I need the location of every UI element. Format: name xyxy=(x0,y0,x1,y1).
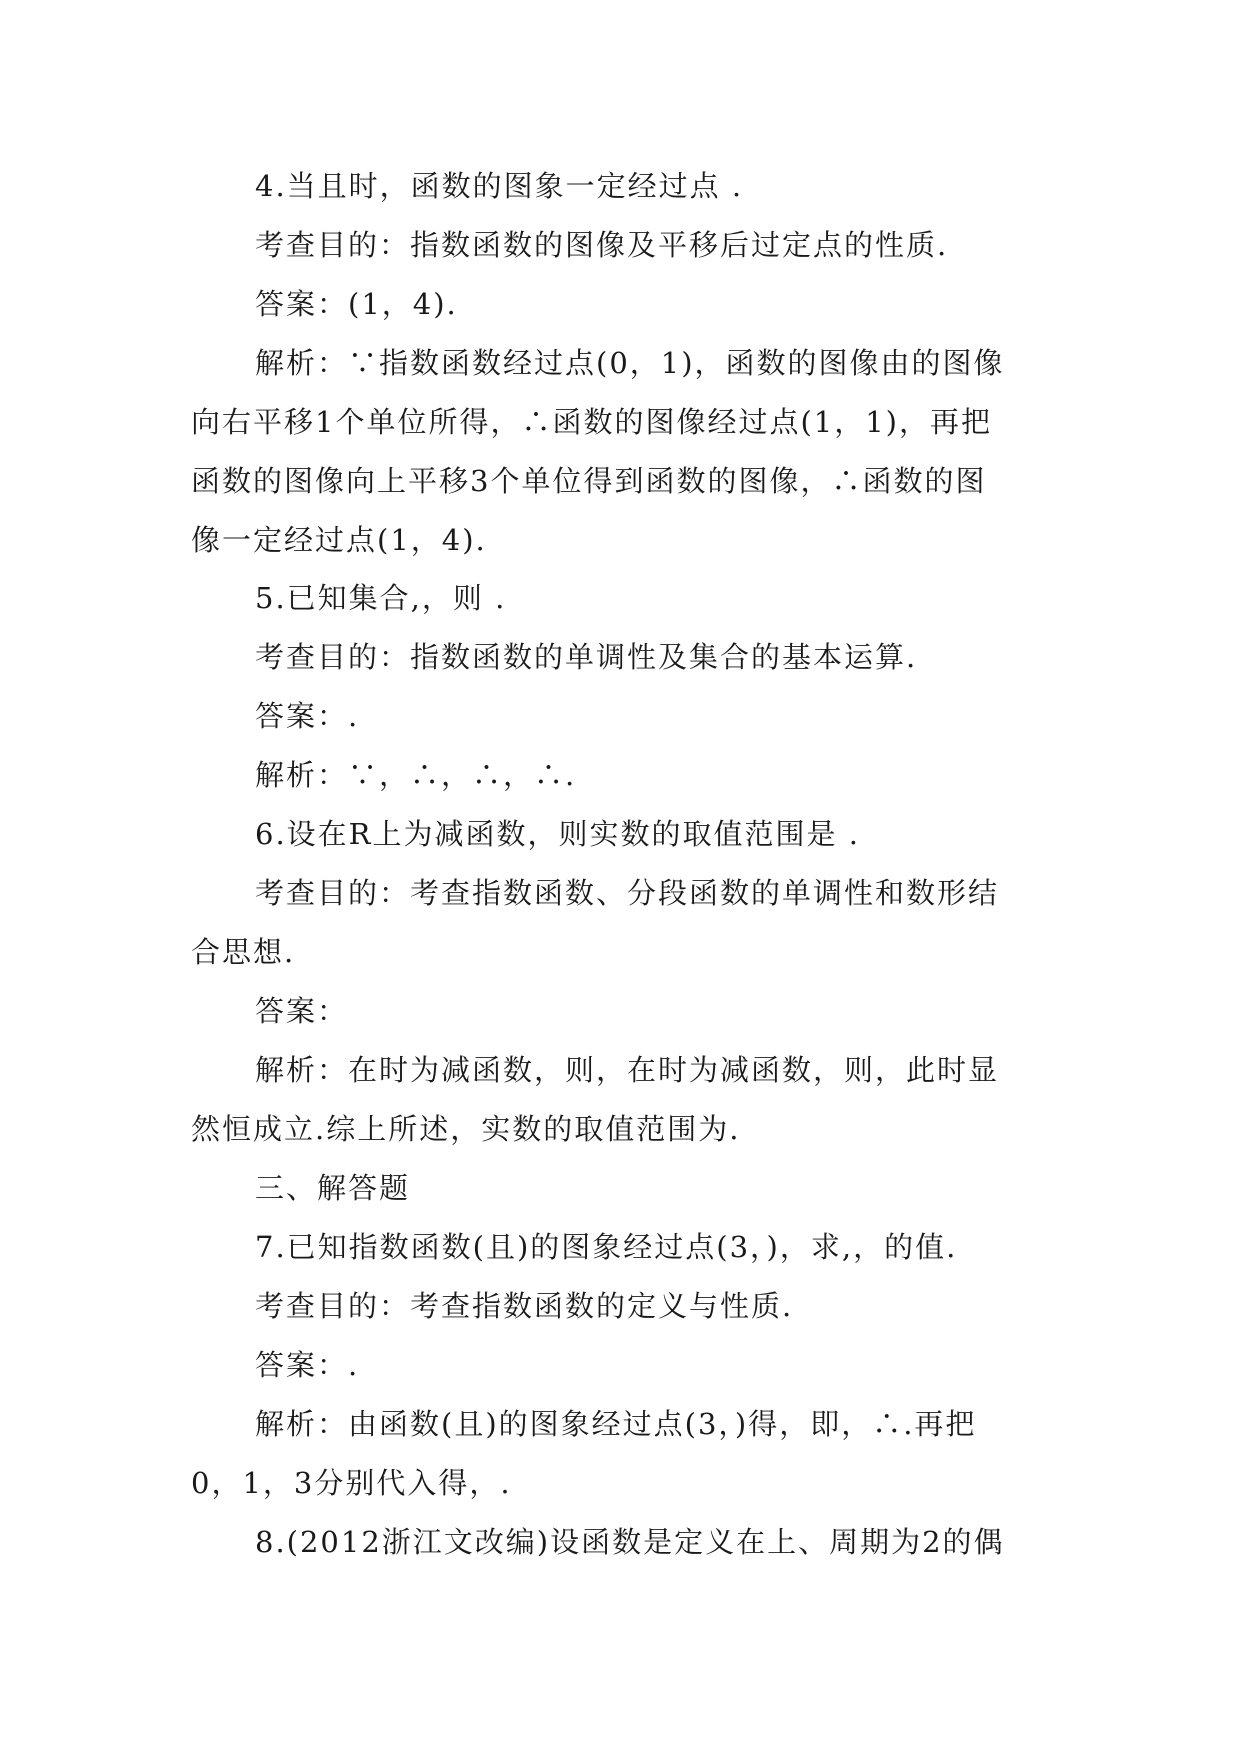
q5-answer: 答案：. xyxy=(255,699,360,733)
q5-analysis: 解析：∵，∴，∴，∴. xyxy=(255,758,577,792)
question-5-text: 5.已知集合,，则 . xyxy=(255,581,507,615)
q6-purpose-line-1: 考查目的：考查指数函数、分段函数的单调性和数形结 xyxy=(255,876,1000,910)
q6-analysis-line-1: 解析：在时为减函数，则，在时为减函数，则，此时显 xyxy=(255,1053,1000,1087)
question-4-text: 4.当且时，函数的图象一定经过点 . xyxy=(255,169,744,203)
q4-analysis-line-4: 像一定经过点(1，4). xyxy=(191,523,487,557)
q6-purpose-line-2: 合思想. xyxy=(191,935,296,969)
q5-purpose: 考查目的：指数函数的单调性及集合的基本运算. xyxy=(255,640,918,674)
q7-analysis-line-2: 0，1，3分别代入得，. xyxy=(191,1466,512,1500)
q7-purpose: 考查目的：考查指数函数的定义与性质. xyxy=(255,1289,794,1323)
q4-analysis-line-3: 函数的图像向上平移3个单位得到函数的图像，∴函数的图 xyxy=(191,464,987,498)
section-heading: 三、解答题 xyxy=(255,1171,411,1205)
q4-analysis-line-1: 解析：∵指数函数经过点(0，1)，函数的图像由的图像 xyxy=(255,346,1005,380)
q4-analysis-line-2: 向右平移1个单位所得，∴函数的图像经过点(1，1)，再把 xyxy=(191,405,992,439)
q6-answer: 答案： xyxy=(255,994,349,1028)
question-8-text: 8.(2012浙江文改编)设函数是定义在上、周期为2的偶 xyxy=(255,1525,1005,1559)
q4-purpose: 考查目的：指数函数的图像及平移后过定点的性质. xyxy=(255,228,949,262)
question-6-text: 6.设在R上为减函数，则实数的取值范围是 . xyxy=(255,817,860,851)
q4-answer: 答案：(1，4). xyxy=(255,287,458,321)
q6-analysis-line-2: 然恒成立.综上所述，实数的取值范围为. xyxy=(191,1112,741,1146)
q7-answer: 答案：. xyxy=(255,1348,360,1382)
question-7-text: 7.已知指数函数(且)的图象经过点(3，)，求,，的值. xyxy=(255,1230,958,1264)
q7-analysis-line-1: 解析：由函数(且)的图象经过点(3，)得，即，∴.再把 xyxy=(255,1407,977,1441)
